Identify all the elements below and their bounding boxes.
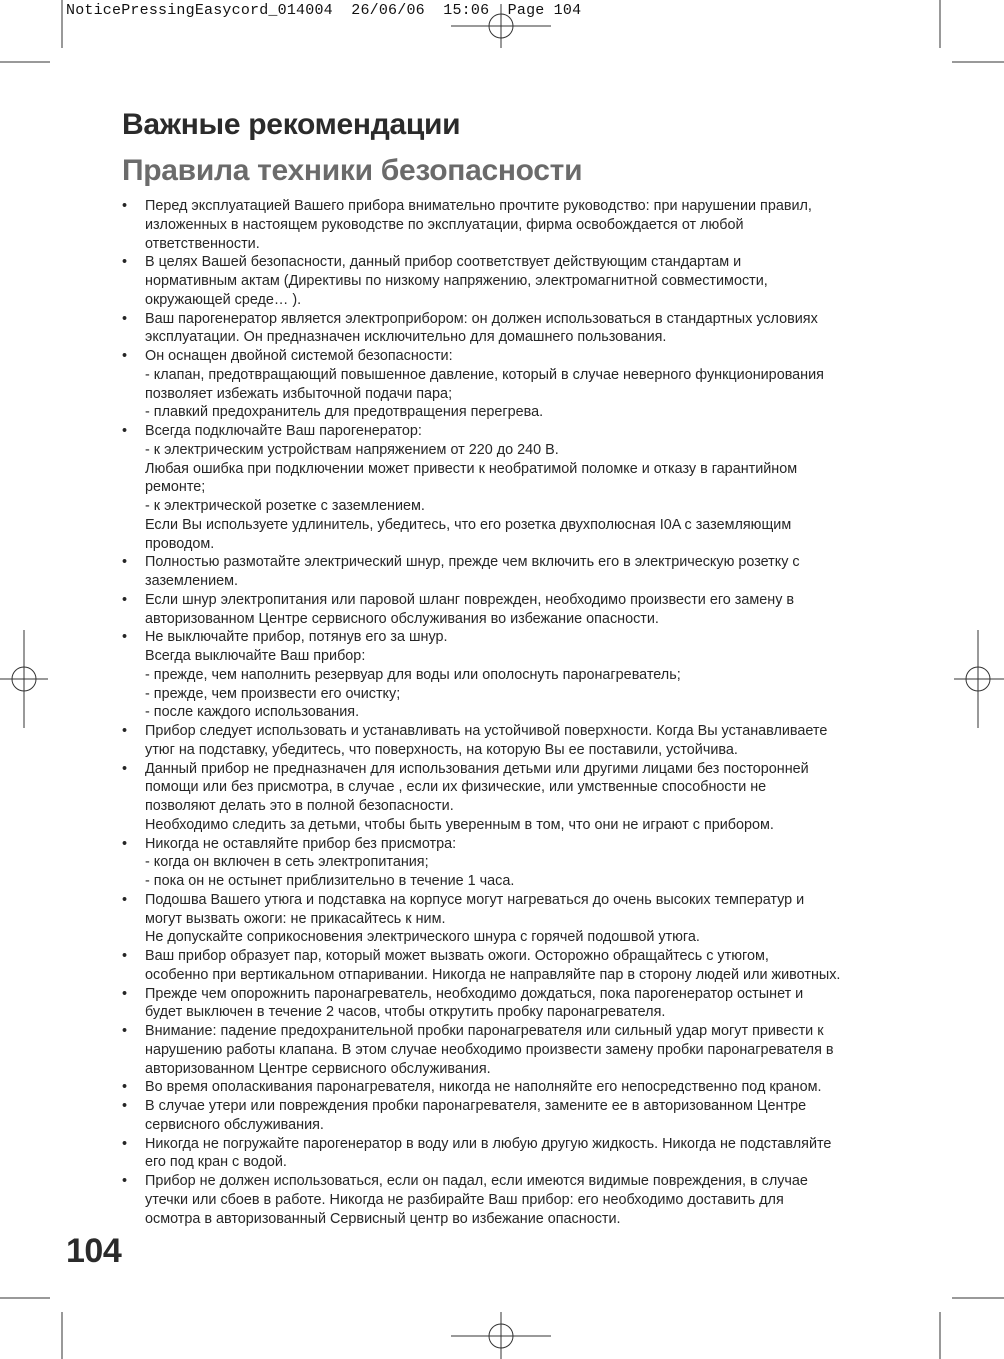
rule-text-line: Прибор следует использовать и устанавливать на устойчивой поверхности. Когда Вы устанавливаете: [145, 723, 828, 739]
rule-text-line: изложенных в настоящем руководстве по эксплуатации, фирма освобождается от любой: [145, 216, 744, 233]
bullet-icon: •: [122, 254, 128, 271]
bullet-icon: •: [122, 835, 128, 852]
rule-text-line: Прибор не должен использоваться, если он падал, если имеются видимые повреждения, в случае: [145, 1173, 808, 1189]
rule-text-line: ремонте;: [145, 479, 206, 496]
rule-text-line: авторизованном Центре сервисного обслуживания во избежание опасности.: [145, 610, 659, 627]
rule-text-line: его под кран с водой.: [145, 1154, 287, 1171]
bullet-icon: •: [122, 423, 128, 439]
rule-text-line: Прежде чем опорожнить паронагреватель, необходимо дождаться, пока парогенератор остынет и: [145, 985, 804, 1002]
rule-text-line: позволяет избежать избыточной подачи пара;: [145, 385, 453, 402]
rule-text-line: Необходимо следить за детьми, чтобы быть уверенным в том, что они не играют с прибором.: [145, 816, 774, 833]
bullet-icon: •: [122, 1023, 128, 1039]
registration-mark-bottom: [451, 1312, 551, 1359]
safety-rule-item: [122, 422, 892, 553]
rule-text-line: эксплуатации. Он предназначен исключительно для домашнего пользования.: [145, 329, 667, 346]
safety-rule-item: [122, 1022, 892, 1078]
registration-mark-left: [0, 630, 48, 728]
safety-rule-item: [122, 347, 892, 422]
rule-text-line: окружающей среде… ).: [145, 291, 302, 308]
rule-text-line: Всегда выключайте Ваш прибор:: [145, 648, 366, 664]
rule-text-line: Всегда подключайте Ваш парогенератор:: [145, 423, 422, 439]
safety-rule-item: [122, 1135, 892, 1173]
rule-text-line: - после каждого использования.: [145, 704, 360, 721]
rule-text-line: Если Вы используете удлинитель, убедитесь, что его розетка двухполюсная I0A с заземляющим: [145, 516, 792, 533]
bullet-icon: •: [122, 1135, 128, 1152]
bullet-icon: •: [122, 554, 128, 571]
bullet-icon: •: [122, 1098, 128, 1114]
safety-rule-item: [122, 1078, 892, 1097]
rule-text-line: позволяют делать это в полной безопасности.: [145, 798, 454, 814]
rule-text-line: - когда он включен в сеть электропитания;: [145, 854, 429, 871]
rule-text-line: Он оснащен двойной системой безопасности:: [145, 348, 453, 364]
safety-rule-item: [122, 591, 892, 629]
rule-text-line: Данный прибор не предназначен для использования детьми или другими лицами без посторонней: [145, 760, 809, 777]
safety-rule-item: [122, 947, 892, 985]
rule-text-line: помощи или без присмотра, в случае , если их физические, или умственные способности не: [145, 779, 767, 796]
safety-rule-item: [122, 310, 892, 348]
rule-text-line: утюг на подставку, убедитесь, что поверхность, на которую Вы ее поставили, устойчива.: [145, 741, 738, 758]
rule-text-line: - плавкий предохранитель для предотвращения перегрева.: [145, 404, 544, 421]
print-header: NoticePressingEasycord_014004 26/06/06 15:06 Page 104: [66, 2, 582, 19]
bullet-icon: •: [122, 891, 128, 908]
rule-text-line: Перед эксплуатацией Вашего прибора внимательно прочтите руководство: при нарушении правил,: [145, 198, 812, 214]
rule-text-line: - пока он не остынет приблизительно в течение 1 часа.: [145, 873, 515, 889]
rule-text-line: - к электрическим устройствам напряжением от 220 до 240 В.: [145, 441, 559, 458]
bullet-icon: •: [122, 985, 128, 1002]
safety-rule-item: [122, 553, 892, 591]
page-number: 104: [66, 1232, 122, 1270]
rule-text-line: Полностью размотайте электрический шнур, прежде чем включить его в электрическую розетку с: [145, 554, 800, 571]
bullet-icon: •: [122, 948, 128, 964]
rule-text-line: Не допускайте соприкосновения электрического шнура с горячей подошвой утюга.: [145, 929, 700, 946]
rule-text-line: - клапан, предотвращающий повышенное давление, который в случае неверного функционирования: [145, 366, 824, 383]
rule-text-line: утечки или сбоев в работе. Никогда не разбирайте Ваш прибор: его необходимо доставить для: [145, 1191, 784, 1208]
rule-text-line: Подошва Вашего утюга и подставка на корпусе могут нагреваться до очень высоких температур и: [145, 891, 805, 908]
rule-text-line: ответственности.: [145, 235, 260, 252]
bullet-icon: •: [122, 348, 128, 364]
rule-text-line: Внимание: падение предохранительной пробки паронагревателя или сильный удар могут привести к: [145, 1023, 824, 1039]
rule-text-line: проводом.: [145, 535, 215, 552]
rule-text-line: сервисного обслуживания.: [145, 1116, 324, 1133]
bullet-icon: •: [122, 760, 128, 777]
bullet-icon: •: [122, 310, 128, 327]
rule-text-line: Если шнур электропитания или паровой шланг поврежден, необходимо произвести его замену в: [145, 591, 795, 608]
rule-text-line: особенно при вертикальном отпаривании. Никогда не направляйте пар в сторону людей или животных.: [145, 966, 841, 983]
safety-rule-item: [122, 253, 892, 309]
rule-text-line: Никогда не погружайте парогенератор в воду или в любую другую жидкость. Никогда не подставляйте: [145, 1135, 832, 1152]
rule-text-line: Любая ошибка при подключении может привести к необратимой поломке и отказу в гарантийном: [145, 460, 798, 477]
rule-text-line: Ваш парогенератор является электроприбором: он должен использоваться в стандартных условиях: [145, 310, 818, 327]
bullet-icon: •: [122, 591, 128, 608]
bullet-icon: •: [122, 629, 128, 646]
rule-text-line: заземлением.: [145, 573, 239, 589]
safety-rule-item: [122, 891, 892, 947]
safety-rule-item: [122, 628, 892, 722]
rule-text-line: В случае утери или повреждения пробки паронагревателя, замените ее в авторизованном Центре: [145, 1098, 807, 1114]
bullet-icon: •: [122, 1079, 128, 1096]
rule-text-line: Не выключайте прибор, потянув его за шнур.: [145, 629, 448, 646]
rule-text-line: - прежде, чем произвести его очистку;: [145, 685, 401, 702]
rule-text-line: авторизованном Центре сервисного обслуживания.: [145, 1060, 491, 1077]
safety-rule-item: [122, 197, 892, 253]
registration-mark-top: [451, 4, 551, 48]
registration-mark-right: [954, 630, 1004, 728]
section-title: Правила техники безопасности: [122, 154, 583, 187]
rule-text-line: - прежде, чем наполнить резервуар для воды или ополоснуть паронагреватель;: [145, 666, 681, 683]
rule-text-line: В целях Вашей безопасности, данный прибор соответствует действующим стандартам и: [145, 254, 742, 271]
rule-text-line: могут вызвать ожоги: не прикасайтесь к ним.: [145, 910, 446, 927]
safety-rule-item: [122, 722, 892, 760]
rule-text-line: Во время ополаскивания паронагревателя, никогда не наполняйте его непосредственно под краном.: [145, 1079, 822, 1096]
safety-rule-item: [122, 1172, 892, 1228]
safety-rule-item: [122, 835, 892, 891]
safety-rules-list: [122, 197, 892, 1228]
rule-text-line: нарушению работы клапана. В этом случае необходимо произвести замену пробки паронагревателя в: [145, 1041, 834, 1058]
rule-text-line: осмотра в авторизованный Сервисный центр во избежание опасности.: [145, 1210, 621, 1227]
rule-text-line: Ваш прибор образует пар, который может вызвать ожоги. Осторожно обращайтесь с утюгом,: [145, 948, 769, 964]
safety-rule-item: [122, 985, 892, 1023]
bullet-icon: •: [122, 723, 128, 739]
bullet-icon: •: [122, 1173, 128, 1189]
safety-rule-item: [122, 1097, 892, 1135]
rule-text-line: нормативным актам (Директивы по низкому напряжению, электромагнитной совместимости,: [145, 273, 768, 289]
rule-text-line: Никогда не оставляйте прибор без присмотра:: [145, 835, 457, 852]
safety-rule-item: [122, 760, 892, 835]
rule-text-line: - к электрической розетке с заземлением.: [145, 498, 425, 514]
rule-text-line: будет выключен в течение 2 часов, чтобы открутить пробку паронагревателя.: [145, 1004, 666, 1021]
page-title: Важные рекомендации: [122, 108, 461, 141]
bullet-icon: •: [122, 198, 128, 214]
